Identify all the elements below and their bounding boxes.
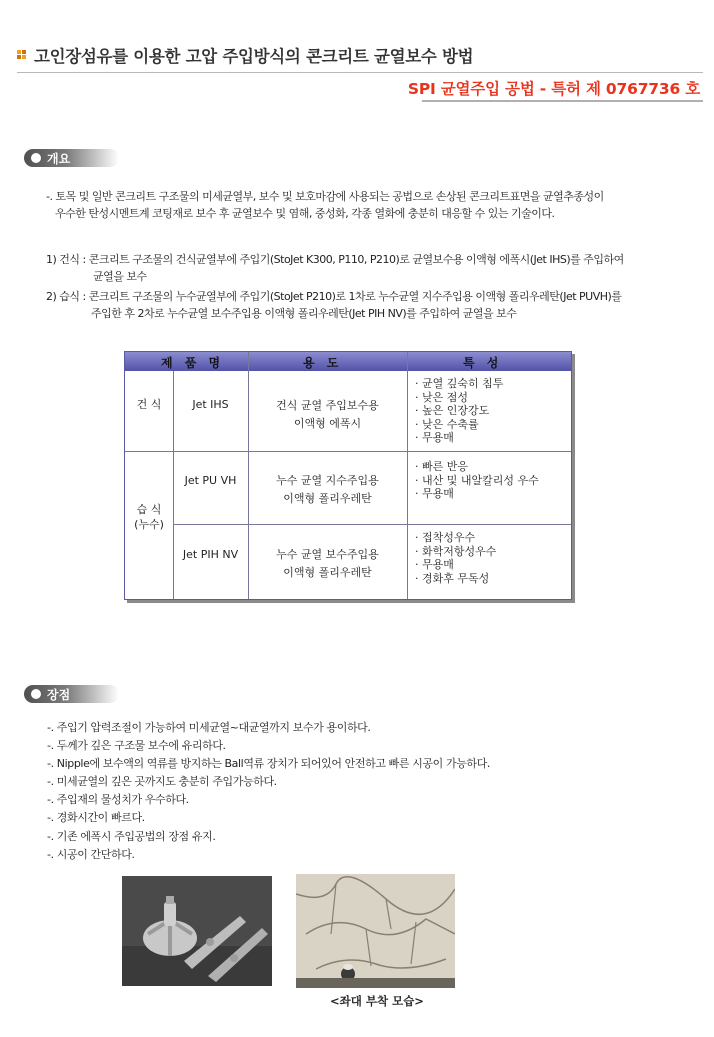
- list-item: -. 기존 에폭시 주입공법의 장점 유지.: [47, 828, 490, 846]
- overview-intro-line1: -. 토목 및 일반 콘크리트 구조물의 미세균열부, 보수 및 보호마감에 사용되는 공법으로 손상된 콘크리트표면을 균열추종성이: [46, 190, 604, 203]
- header-props: 특 성: [463, 356, 503, 370]
- product-use-type: 이액형 에폭시: [293, 417, 362, 430]
- list-item: -. 주입재의 물성치가 우수하다.: [47, 791, 490, 809]
- page-title: 고인장섬유를 이용한 고압 주입방식의 콘크리트 균열보수 방법: [34, 47, 474, 66]
- list-item: -. 주입기 압력조절이 가능하여 미세균열~대균열까지 보수가 용이하다.: [47, 719, 490, 737]
- subtitle-underline: [422, 100, 703, 102]
- title-bullet-icon: [17, 50, 27, 60]
- photo-caption: <좌대 부착 모습>: [330, 994, 424, 1008]
- prop-item: · 무용매: [415, 431, 503, 445]
- product-use: 건식 균열 주입보수용: [276, 399, 379, 412]
- product-name: Jet PIH NV: [182, 548, 239, 561]
- overview-intro-line2: 우수한 탄성시멘트계 코팅재로 보수 후 균열보수 및 염해, 중성화, 각종 열화에 충분히 대응할 수 있는 기술이다.: [55, 207, 555, 220]
- section-header-advantages: [24, 685, 119, 703]
- injection-nipple-photo: [122, 876, 272, 986]
- product-props-list: [415, 377, 503, 445]
- group-wet-sub: (누수): [134, 518, 164, 531]
- prop-item: · 빠른 반응: [415, 460, 539, 474]
- list-item: -. Nipple에 보수액의 역류를 방지하는 Ball역류 장치가 되어있어 안전하고 빠른 시공이 가능하다.: [47, 755, 490, 773]
- bullet-dot-icon: [31, 689, 41, 699]
- list-item: -. 경화시간이 빠르다.: [47, 809, 490, 827]
- product-props-list: [415, 531, 496, 585]
- product-name: Jet IHS: [192, 398, 229, 411]
- product-props-list: [415, 460, 539, 501]
- prop-item: · 내산 및 내알칼리성 우수: [415, 474, 539, 488]
- prop-item: · 높은 인장강도: [415, 404, 503, 418]
- prop-item: · 화학저항성우수: [415, 545, 496, 559]
- header-product: 제 품 명: [161, 356, 225, 370]
- method-dry-line1: 1) 건식 : 콘크리트 구조물의 건식균열부에 주입기(StoJet K300, P110, P210)로 균열보수용 이액형 에폭시(Jet IHS)를 주입하여: [46, 253, 624, 266]
- group-wet: 습 식: [136, 503, 162, 516]
- product-use: 누수 균열 지수주입용: [276, 474, 379, 487]
- prop-item: · 무용매: [415, 487, 539, 501]
- list-item: -. 미세균열의 깊은 곳까지도 충분히 주입가능하다.: [47, 773, 490, 791]
- advantages-list: [47, 719, 490, 864]
- prop-item: · 접착성우수: [415, 531, 496, 545]
- method-dry-line2: 균열을 보수: [93, 270, 147, 283]
- product-name: Jet PU VH: [184, 474, 237, 487]
- group-dry: 건 식: [136, 398, 162, 411]
- prop-item: · 낮은 점성: [415, 391, 503, 405]
- list-item: -. 시공이 간단하다.: [47, 846, 490, 864]
- bullet-dot-icon: [31, 153, 41, 163]
- section-header-overview: [24, 149, 119, 167]
- prop-item: · 균열 깊숙히 침투: [415, 377, 503, 391]
- product-table: [124, 351, 572, 600]
- method-wet-line2: 주입한 후 2차로 누수균열 보수주입용 이액형 폴리우레탄(Jet PIH NV)를 주입하여 균열을 보수: [91, 307, 517, 320]
- patent-subtitle: SPI 균열주입 공법 - 특허 제 0767736 호: [407, 80, 700, 98]
- method-wet-line1: 2) 습식 : 콘크리트 구조물의 누수균열부에 주입기(StoJet P210)로 1차로 누수균열 지수주입용 이액형 폴리우레탄(Jet PUVH)를: [46, 290, 622, 303]
- prop-item: · 낮은 수축률: [415, 418, 503, 432]
- section-label: 장점: [47, 688, 71, 702]
- prop-item: · 경화후 무독성: [415, 572, 496, 586]
- product-use-type: 이액형 폴리우레탄: [283, 566, 372, 579]
- title-divider: [17, 72, 703, 73]
- product-use-type: 이액형 폴리우레탄: [283, 492, 372, 505]
- list-item: -. 두께가 깊은 구조물 보수에 유리하다.: [47, 737, 490, 755]
- section-label: 개요: [47, 152, 71, 166]
- crack-surface-photo: [296, 874, 455, 988]
- table-header: [125, 352, 571, 371]
- header-use: 용 도: [303, 356, 343, 370]
- prop-item: · 무용매: [415, 558, 496, 572]
- product-use: 누수 균열 보수주입용: [276, 548, 379, 561]
